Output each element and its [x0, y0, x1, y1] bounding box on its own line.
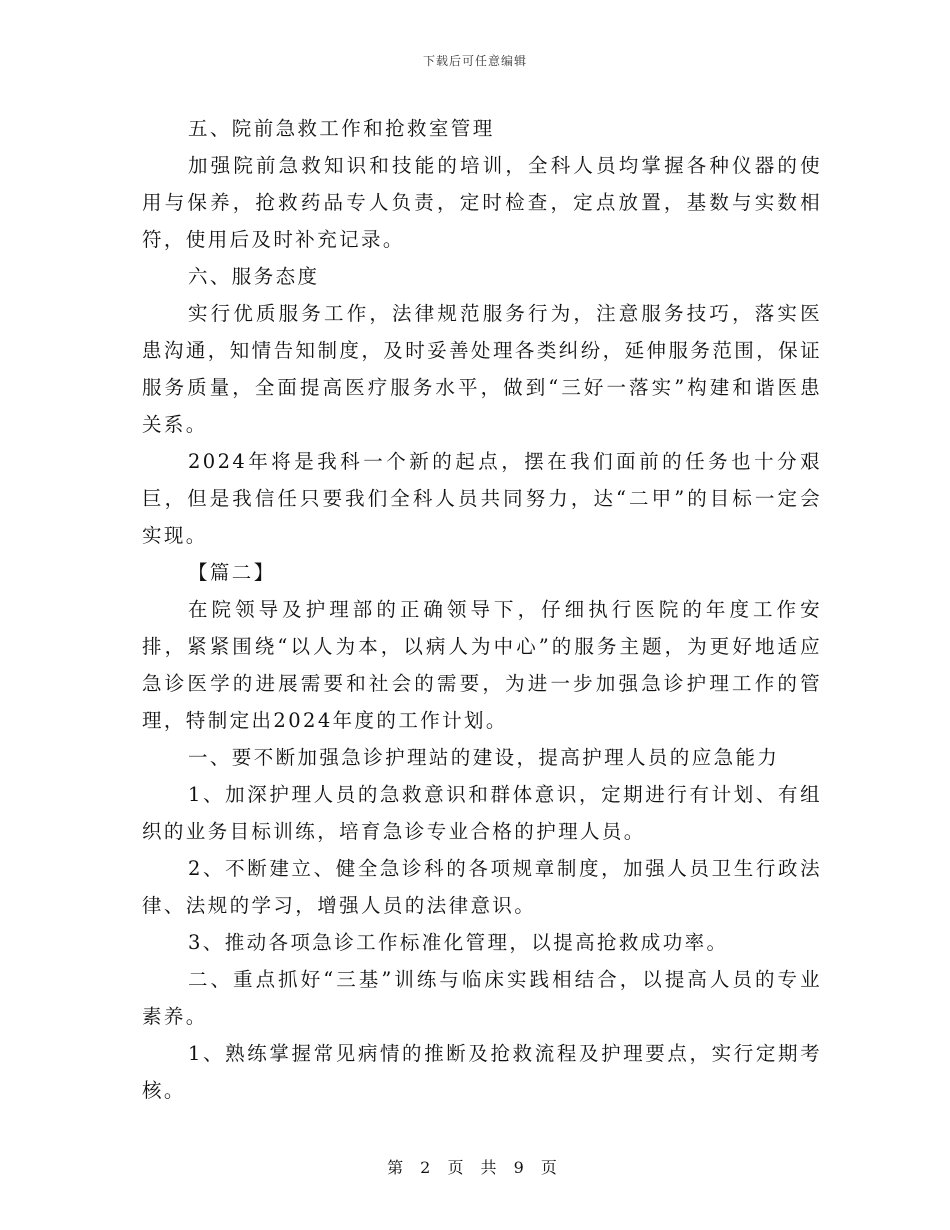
page-number: 第 2 页 共 9 页 — [387, 1158, 563, 1177]
paragraph: 加强院前急救知识和技能的培训，全科人员均掌握各种仪器的使用与保养，抢救药品专人负责，定时检查，定点放置，基数与实数相符，使用后及时补充记录。 — [142, 154, 822, 251]
list-item: 1、熟练掌握常见病情的推断及抢救流程及护理要点，实行定期考核。 — [142, 1042, 822, 1102]
section-heading: 六、服务态度 — [188, 265, 320, 288]
list-item: 2、不断建立、健全急诊科的各项规章制度，加强人员卫生行政法律、法规的学习，增强人员的法律意识。 — [142, 857, 822, 917]
list-item: 3、推动各项急诊工作标准化管理，以提高抢救成功率。 — [188, 931, 729, 954]
section-heading: 一、要不断加强急诊护理站的建设，提高护理人员的应急能力 — [188, 746, 780, 769]
section-heading: 二、重点抓好“三基”训练与临床实践相结合，以提高人员的专业素养。 — [142, 968, 822, 1028]
part-heading: 【篇二】 — [188, 561, 276, 584]
page-header: 下载后可任意编辑 — [422, 54, 527, 68]
paragraph: 2024年将是我科一个新的起点，摆在我们面前的任务也十分艰巨，但是我信任只要我们全科人员共同努力，达“二甲”的目标一定会实现。 — [142, 450, 822, 547]
paragraph: 实行优质服务工作，法律规范服务行为，注意服务技巧，落实医患沟通，知情告知制度，及时妥善处理各类纠纷，延伸服务范围，保证服务质量，全面提高医疗服务水平，做到“三好一落实”构建和谐医患关系。 — [142, 302, 822, 436]
document-body — [142, 110, 822, 1109]
section-heading: 五、院前急救工作和抢救室管理 — [188, 117, 495, 140]
list-item: 1、加深护理人员的急救意识和群体意识，定期进行有计划、有组织的业务目标训练，培育急诊专业合格的护理人员。 — [142, 783, 822, 843]
paragraph: 在院领导及护理部的正确领导下，仔细执行医院的年度工作安排，紧紧围绕“以人为本，以病人为中心”的服务主题，为更好地适应急诊医学的进展需要和社会的需要，为进一步加强急诊护理工作的管理，特制定出2024年度的工作计划。 — [142, 598, 822, 732]
